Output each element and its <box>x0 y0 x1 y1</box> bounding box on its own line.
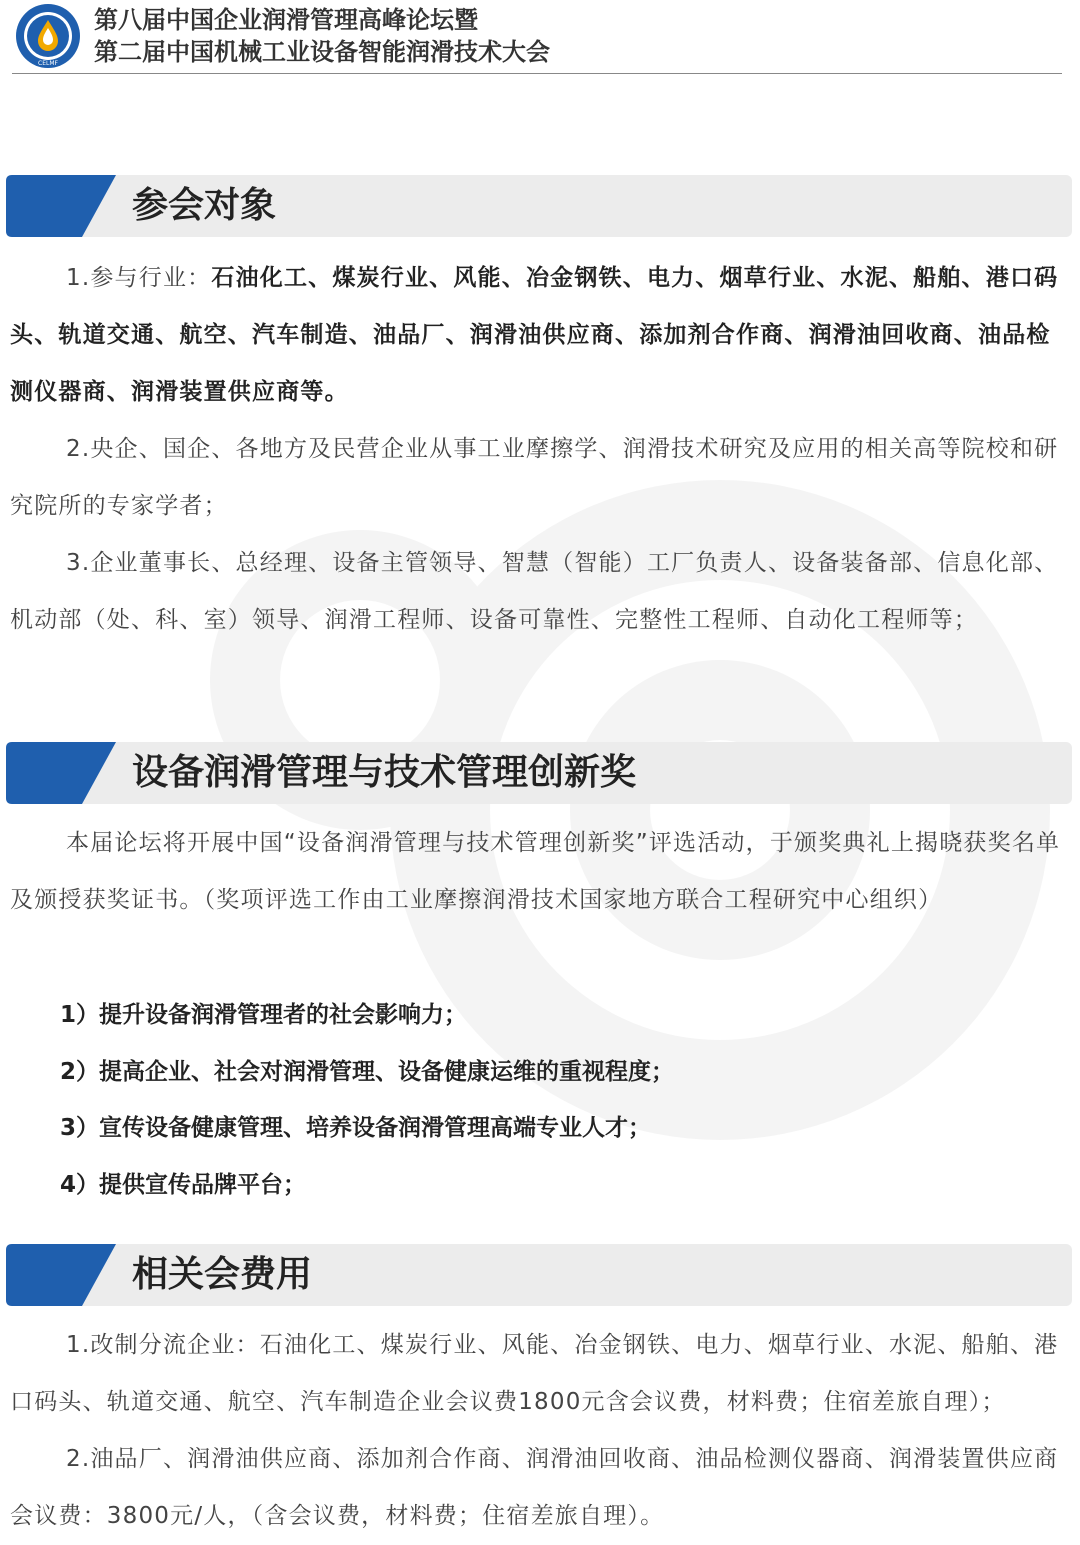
award-intro: 本届论坛将开展中国“设备润滑管理与技术管理创新奖”评选活动，于颁奖典礼上揭晓获奖名单及颁授获奖证书。（奖项评选工作由工业摩擦润滑技术国家地方联合工程研究中心组织） <box>10 830 1061 913</box>
section-header-fees <box>6 1244 1072 1306</box>
celmf-logo-icon <box>14 2 82 70</box>
header-title-line2: 第二届中国机械工业设备智能润滑技术大会 <box>94 38 550 66</box>
header-title <box>94 4 550 68</box>
section-header-award <box>6 742 1072 804</box>
fees-paragraph-1: 1.改制分流企业：石油化工、煤炭行业、风能、冶金钢铁、电力、烟草行业、水泥、船舶、港口码头、轨道交通、航空、汽车制造企业会议费1800元含会议费，材料费；住宿差旅自理）； <box>10 1332 1059 1415</box>
award-list-item: 2）提高企业、社会对润滑管理、设备健康运维的重视程度； <box>60 1059 675 1085</box>
participants-paragraph-2: 2.央企、国企、各地方及民营企业从事工业摩擦学、润滑技术研究及应用的相关高等院校和研究院所的专家学者； <box>10 436 1059 519</box>
header-divider <box>12 73 1062 74</box>
award-list-item: 4）提供宣传品牌平台； <box>60 1172 307 1198</box>
header-title-line1: 第八届中国企业润滑管理高峰论坛暨 <box>94 6 478 34</box>
section-tab-icon <box>6 175 116 237</box>
section-header-participants <box>6 175 1072 237</box>
award-list-item: 1）提升设备润滑管理者的社会影响力； <box>60 1002 468 1028</box>
industries-list: 石油化工、煤炭行业、风能、冶金钢铁、电力、烟草行业、水泥、船舶、港口码头、轨道交通、航空、汽车制造、油品厂、润滑油供应商、添加剂合作商、润滑油回收商、油品检测仪器商、润滑装置供应商等。 <box>10 265 1059 405</box>
svg-text:CELMF: CELMF <box>38 60 58 67</box>
section-title: 相关会费用 <box>132 1254 313 1295</box>
section-tab-icon <box>6 742 116 804</box>
fees-paragraph-2: 2.油品厂、润滑油供应商、添加剂合作商、润滑油回收商、油品检测仪器商、润滑装置供应商会议费：3800元/人，（含会议费，材料费；住宿差旅自理）。 <box>10 1446 1059 1529</box>
section-title: 设备润滑管理与技术管理创新奖 <box>132 752 637 793</box>
section-tab-icon <box>6 1244 116 1306</box>
participants-paragraph-3: 3.企业董事长、总经理、设备主管领导、智慧（智能）工厂负责人、设备装备部、信息化部、机动部（处、科、室）领导、润滑工程师、设备可靠性、完整性工程师、自动化工程师等； <box>10 550 1059 633</box>
participants-paragraph-1: 1.参与行业：石油化工、煤炭行业、风能、冶金钢铁、电力、烟草行业、水泥、船舶、港口码头、轨道交通、航空、汽车制造、油品厂、润滑油供应商、添加剂合作商、润滑油回收商、油品检测仪器商、润滑装置供应商等。 <box>10 265 1059 405</box>
award-list-item: 3）宣传设备健康管理、培养设备润滑管理高端专业人才； <box>60 1115 652 1141</box>
section-title: 参会对象 <box>132 185 277 226</box>
page-header <box>0 0 1080 80</box>
